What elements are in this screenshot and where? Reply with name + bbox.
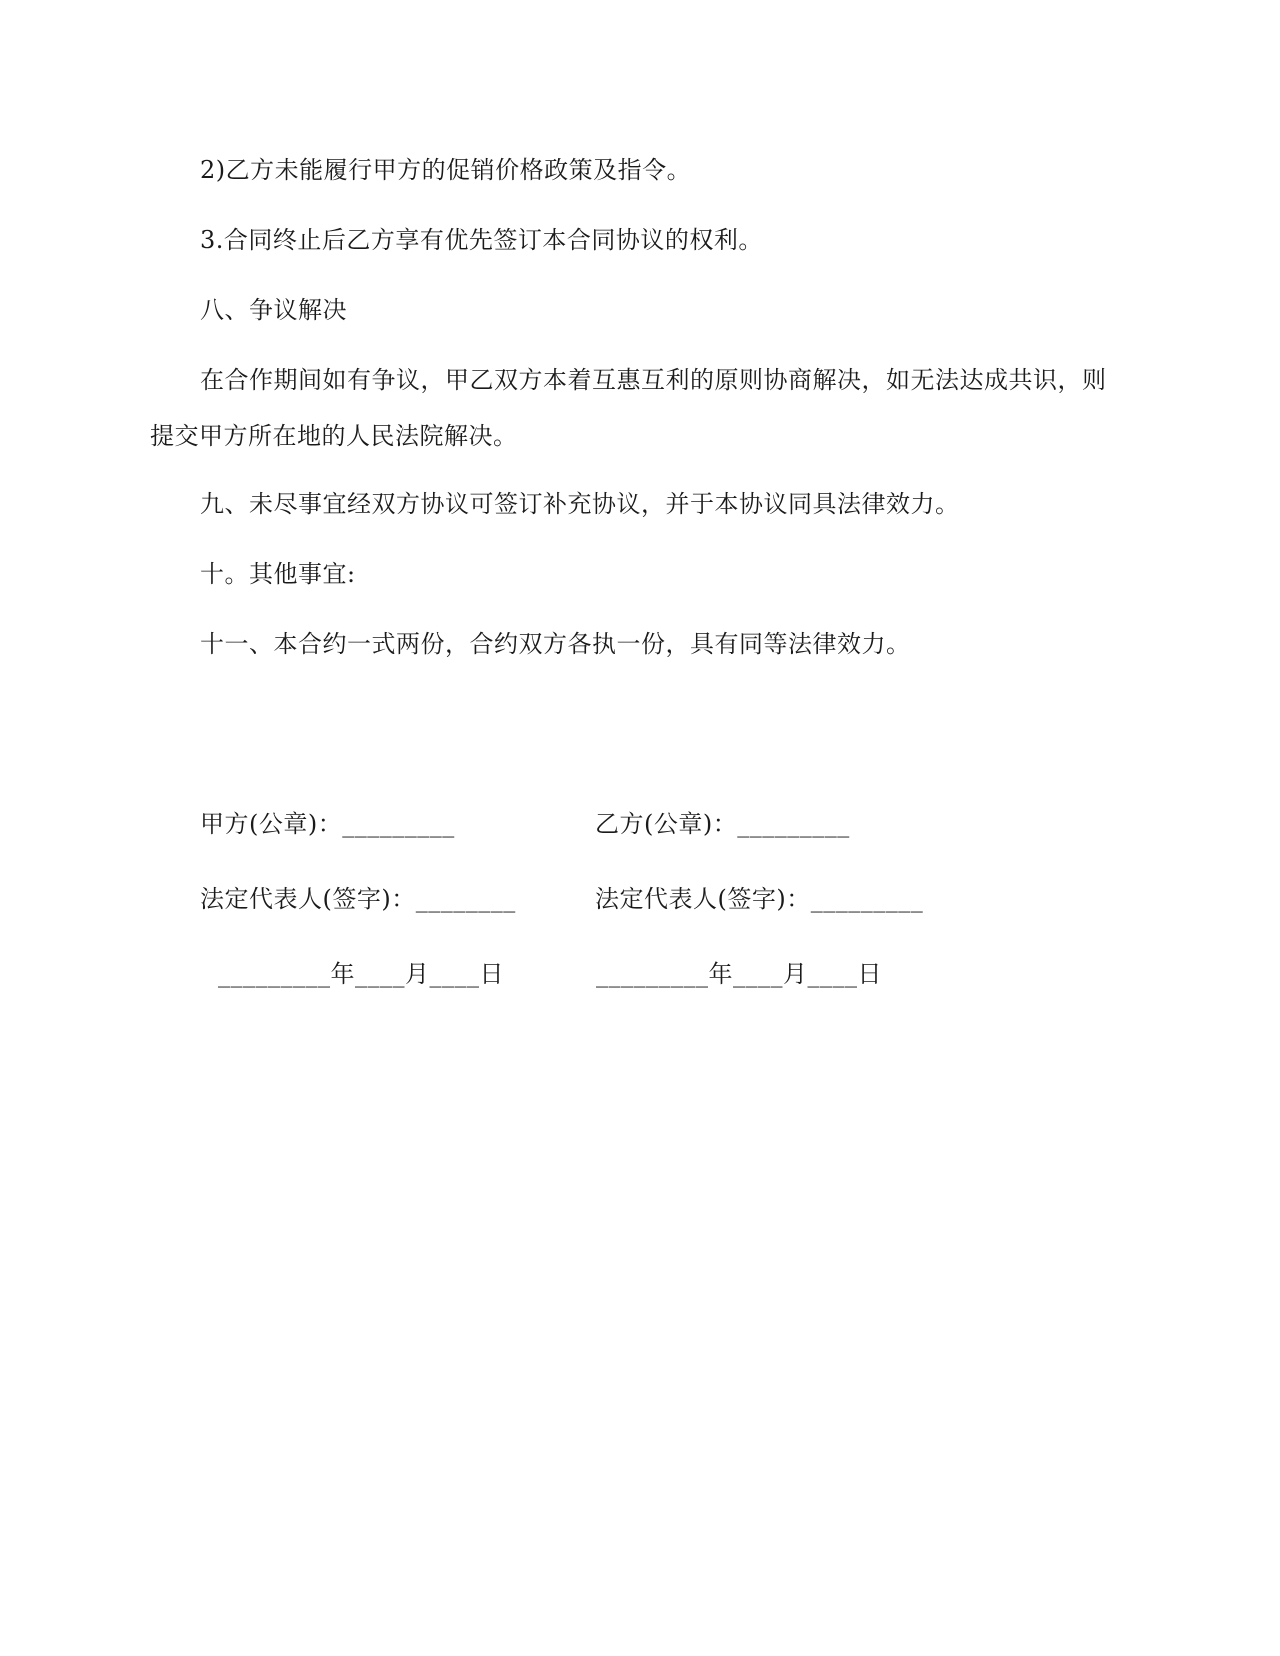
party-b-seal-line: 乙方(公章)：_________ <box>595 810 850 838</box>
section-9-supplementary: 九、未尽事宜经双方协议可签订补充协议，并于本协议同具法律效力。 <box>200 490 960 518</box>
party-a-representative-line: 法定代表人(签字)：________ <box>200 885 516 913</box>
party-b-date-line: _________年____月____日 <box>596 960 882 988</box>
section-11-copies: 十一、本合约一式两份，合约双方各执一份，具有同等法律效力。 <box>200 630 911 658</box>
section-8-heading: 八、争议解决 <box>200 296 347 324</box>
party-a-seal-line: 甲方(公章)：_________ <box>200 810 455 838</box>
party-b-representative-line: 法定代表人(签字)：_________ <box>595 885 924 913</box>
clause-2-promotion-policy: 2)乙方未能履行甲方的促销价格政策及指令。 <box>200 156 692 184</box>
section-8-dispute-text: 在合作期间如有争议，甲乙双方本着互惠互利的原则协商解决，如无法达成共识，则提交甲方所在地的人民法院解决。 <box>150 366 1107 450</box>
party-a-date-line: _________年____月____日 <box>218 960 504 988</box>
clause-3-priority-renewal: 3.合同终止后乙方享有优先签订本合同协议的权利。 <box>200 226 763 254</box>
section-10-other-matters: 十。其他事宜: <box>200 560 356 588</box>
